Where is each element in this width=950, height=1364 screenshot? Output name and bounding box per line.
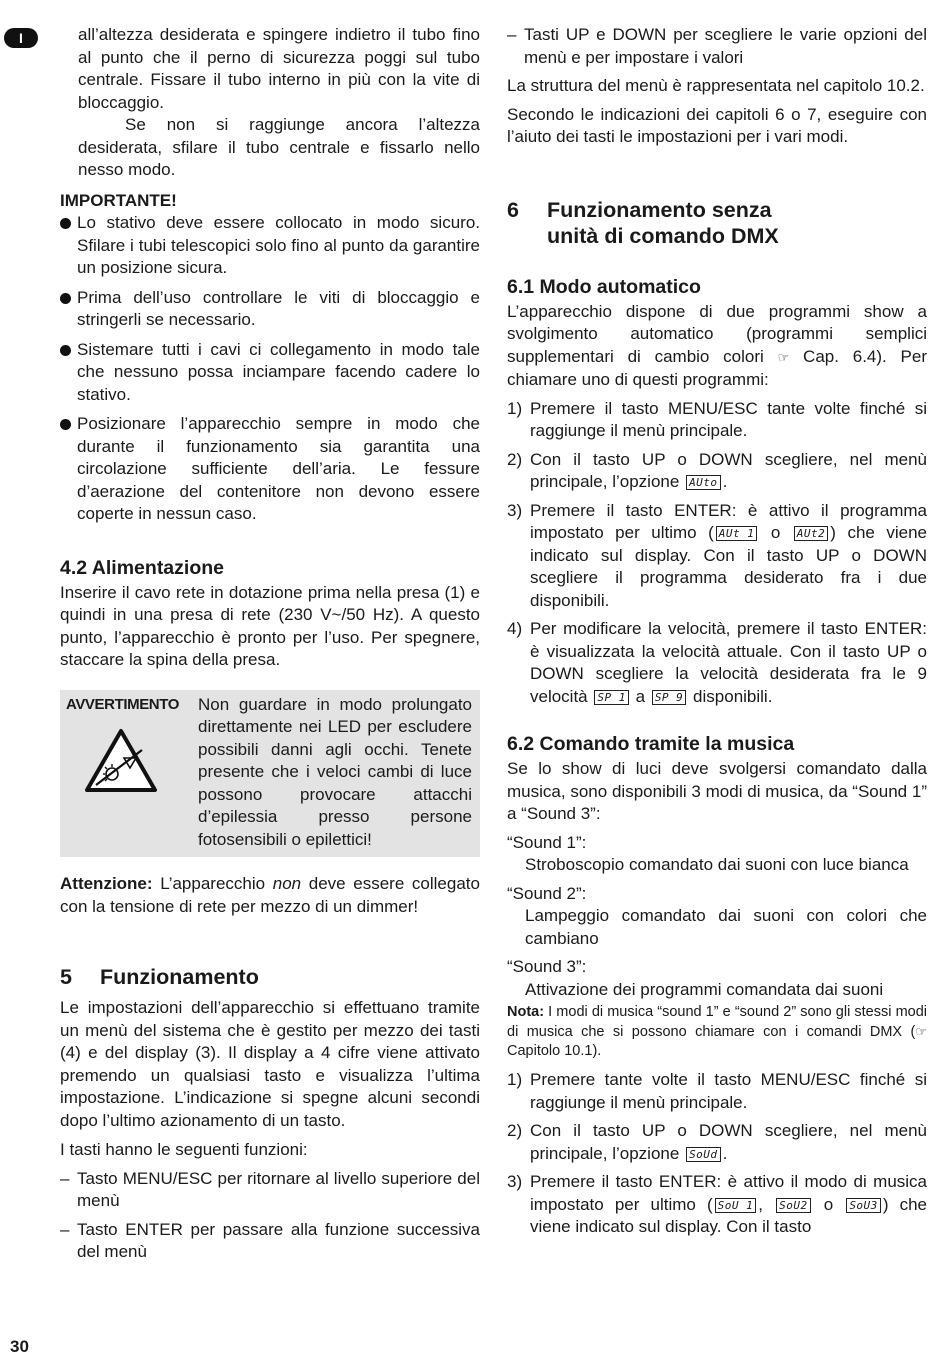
nota-text-a: I modi di musica “sound 1” e “sound 2” sono gli stessi modi di musica che si possono chiamare con i comandi DMX ( bbox=[507, 1004, 927, 1040]
list-item bbox=[507, 449, 927, 494]
section-5-heading bbox=[60, 964, 480, 990]
step-text: Con il tasto UP o DOWN scegliere, nel menù principale, l’opzione SoUd . bbox=[530, 1121, 927, 1163]
modes-text: Secondo le indicazioni dei capitoli 6 o 7, eseguire con l’aiuto dei tasti le impostazioni per i vari modi. bbox=[507, 104, 927, 146]
list-item bbox=[507, 1069, 927, 1114]
section-4-2-text: Inserire il cavo rete in dotazione prima nella presa (1) e quindi in una presa di rete (230 V~/50 Hz). A questo punto, l’apparecchio è pronto per l’uso. Per spegnere, staccare la spina della presa. bbox=[60, 582, 480, 669]
section-6-heading bbox=[507, 197, 927, 249]
section-6-2-text: Se lo show di luci deve svolgersi comandato dalla musica, sono disponibili 3 modi di musica, da “Sound 1” a “Sound 3”: bbox=[507, 759, 927, 823]
section-6-title: Funzionamento senza bbox=[547, 197, 772, 222]
step-text: Premere il tasto MENU/ESC tante volte finché si raggiunge il menù principale. bbox=[530, 398, 927, 440]
sound-desc: Lampeggio comandato dai suoni con colori che cambiano bbox=[525, 906, 927, 948]
safety-bullet-list bbox=[60, 212, 480, 526]
step-number: 3) bbox=[507, 1172, 523, 1191]
list-item: Posizionare l’apparecchio sempre in modo che durante il funzionamento sia garantita una circolazione sufficiente dell’aria. Le fessure d’aerazione del contenitore non devono essere coperte in nessun caso. bbox=[60, 413, 480, 526]
section-4-2-title: 4.2 Alimentazione bbox=[60, 556, 224, 579]
sound-desc: Stroboscopio comandato dai suoni con luce bianca bbox=[525, 855, 909, 874]
page-number: 30 bbox=[10, 1337, 29, 1356]
pointing-hand-icon: ☞ bbox=[777, 349, 790, 365]
list-item: Prima dell’uso controllare le viti di bloccaggio e stringerli se necessario. bbox=[60, 287, 480, 332]
language-badge: I bbox=[4, 28, 38, 48]
dash-item-text: Tasto MENU/ESC per ritornare al livello superiore del menù bbox=[77, 1168, 480, 1210]
attenzione-text-b: deve essere collegato con la tensione di rete per mezzo di un dimmer! bbox=[60, 874, 480, 916]
paragraph-tube-height: Se non si raggiunge ancora l’altezza desiderata, sfilare il tubo centrale e fissarlo nello nesso modo. bbox=[78, 115, 480, 179]
sound-modes bbox=[507, 832, 927, 1002]
step-number: 4) bbox=[507, 619, 523, 638]
section-6-line-2 bbox=[507, 223, 927, 249]
paragraph-tube-adjust: all’altezza desiderata e spingere indietro il tubo fino al punto che il perno di sicurezza poggi sul tubo centrale. Fissare il tubo interno in più con la vite di bloccaggio. bbox=[78, 25, 480, 112]
step-text: Premere il tasto ENTER: è attivo il modo di musica impostato per ultimo ( SoU 1 , SoU2 o SoU3 ) che viene indicato sul display. Con il tasto bbox=[530, 1172, 927, 1236]
sound-steps bbox=[507, 1069, 927, 1239]
attenzione-label: Attenzione: bbox=[60, 874, 153, 893]
list-item: – Tasto MENU/ESC per ritornare al livello superiore del menù bbox=[60, 1168, 480, 1210]
list-item bbox=[507, 1171, 927, 1239]
right-column bbox=[507, 24, 927, 1245]
dash-item-text: Tasto ENTER per passare alla funzione successiva del menù bbox=[77, 1219, 480, 1261]
menu-structure-text: La struttura del menù è rappresentata nel capitolo 10.2. bbox=[507, 76, 925, 95]
section-6-1-title: 6.1 Modo automatico bbox=[507, 275, 701, 298]
sound-label: “Sound 1”: bbox=[507, 832, 587, 852]
importante-heading: IMPORTANTE! bbox=[60, 190, 177, 210]
warning-left bbox=[66, 694, 198, 852]
step-number: 1) bbox=[507, 398, 523, 418]
list-item: Lo stativo deve essere collocato in modo sicuro. Sfilare i tubi telescopici solo fino al punto da garantire un posizione sicura. bbox=[60, 212, 480, 280]
laser-led-warning-triangle-icon bbox=[84, 728, 158, 794]
section-6-subtitle: unità di comando DMX bbox=[547, 223, 779, 248]
left-column bbox=[60, 24, 480, 1264]
display-sou2: SoU2 bbox=[776, 1198, 811, 1213]
list-item: – Tasti UP e DOWN per scegliere le varie opzioni del menù e per impostare i valori bbox=[507, 25, 927, 67]
attenzione-paragraph bbox=[60, 873, 480, 918]
step-number: 1) bbox=[507, 1070, 523, 1089]
pointing-hand-icon: ☞ bbox=[915, 1024, 927, 1039]
step-text: Premere tante volte il tasto MENU/ESC finché si raggiunge il menù principale. bbox=[530, 1070, 927, 1112]
sound-label: “Sound 2”: bbox=[507, 883, 587, 903]
step-number: 3) bbox=[507, 500, 523, 520]
list-item: – Tasto ENTER per passare alla funzione successiva del menù bbox=[60, 1219, 480, 1261]
section-5-title: Funzionamento bbox=[100, 965, 259, 989]
nota-text-b: Capitolo 10.1). bbox=[507, 1043, 602, 1059]
section-5-text: Le impostazioni dell’apparecchio si effettuano tramite un menù del sistema che è gestito per mezzo dei tasti (4) e del display (3). Il display a 4 cifre viene attivato premendo un qualsiasi tasto e visualizza l’ultima impostazione. L’indicazione si spegne alcuni secondi dopo l’ultimo azionamento di un tasto. bbox=[60, 998, 480, 1130]
display-auto: AUto bbox=[686, 475, 721, 490]
section-5-number: 5 bbox=[60, 965, 72, 989]
list-item: Sistemare tutti i cavi ci collegamento in modo tale che nessuno possa inciampare facendo cadere lo stativo. bbox=[60, 339, 480, 407]
display-sou3: SoU3 bbox=[846, 1198, 881, 1213]
list-item bbox=[507, 618, 927, 708]
keys-intro: I tasti hanno le seguenti funzioni: bbox=[60, 1140, 308, 1159]
step-text: Per modificare la velocità, premere il tasto ENTER: è visualizzata la velocità attuale. Con il tasto UP o DOWN scegliere la velocità desiderata fra le 9 velocità SP 1 a SP 9 disponibili. bbox=[530, 619, 927, 706]
sound-desc: Attivazione dei programmi comandata dai suoni bbox=[525, 979, 884, 999]
auto-steps bbox=[507, 398, 927, 709]
list-item bbox=[507, 398, 927, 443]
warning-text: Non guardare in modo prolungato direttamente nei LED per escludere possibili danni agli occhi. Tenete presente che i veloci cambi di luce possono provocare attacchi d’epilessia presso persone fotosensibili o epilettici! bbox=[198, 694, 472, 849]
display-aut2: AUt2 bbox=[794, 526, 829, 541]
section-6-1-text-a: L’apparecchio dispone di due programmi show a svolgimento automatico (programmi semplici supplementari di cambio colori bbox=[507, 301, 927, 366]
nota-paragraph bbox=[507, 1003, 927, 1061]
section-6-2-title: 6.2 Comando tramite la musica bbox=[507, 733, 795, 755]
section-6-number: 6 bbox=[507, 197, 519, 222]
list-item bbox=[507, 1120, 927, 1165]
step-number: 2) bbox=[507, 449, 523, 469]
list-item bbox=[507, 500, 927, 613]
step-text: Premere il tasto ENTER: è attivo il programma impostato per ultimo ( AUt 1 o AUt2 ) che viene indicato sul display. Con il tasto UP o DOWN scegliere il programma desiderato fra i due disponibili. bbox=[530, 500, 927, 610]
dash-item-text: Tasti UP e DOWN per scegliere le varie opzioni del menù e per impostare i valori bbox=[524, 25, 927, 67]
warning-box bbox=[60, 690, 480, 858]
warning-label: AVVERTIMENTO bbox=[66, 695, 179, 713]
section-6-line-1 bbox=[507, 197, 927, 223]
display-sou1: SoU 1 bbox=[715, 1198, 757, 1213]
attenzione-text-a: L’apparecchio bbox=[160, 874, 266, 893]
section-6-1-text-b: Cap. 6.4). Per chiamare uno di questi programmi: bbox=[507, 346, 927, 389]
display-sp1: SP 1 bbox=[594, 690, 629, 705]
display-soud: SoUd bbox=[686, 1147, 721, 1162]
nota-label: Nota: bbox=[507, 1004, 545, 1020]
display-sp9: SP 9 bbox=[652, 690, 687, 705]
step-text: Con il tasto UP o DOWN scegliere, nel menù principale, l’opzione AUto . bbox=[530, 449, 927, 491]
sound-label: “Sound 3”: bbox=[507, 957, 587, 976]
display-aut1: AUt 1 bbox=[716, 526, 758, 541]
section-6-1-text bbox=[507, 301, 927, 392]
attenzione-emphasis: non bbox=[272, 874, 302, 893]
step-number: 2) bbox=[507, 1121, 523, 1140]
